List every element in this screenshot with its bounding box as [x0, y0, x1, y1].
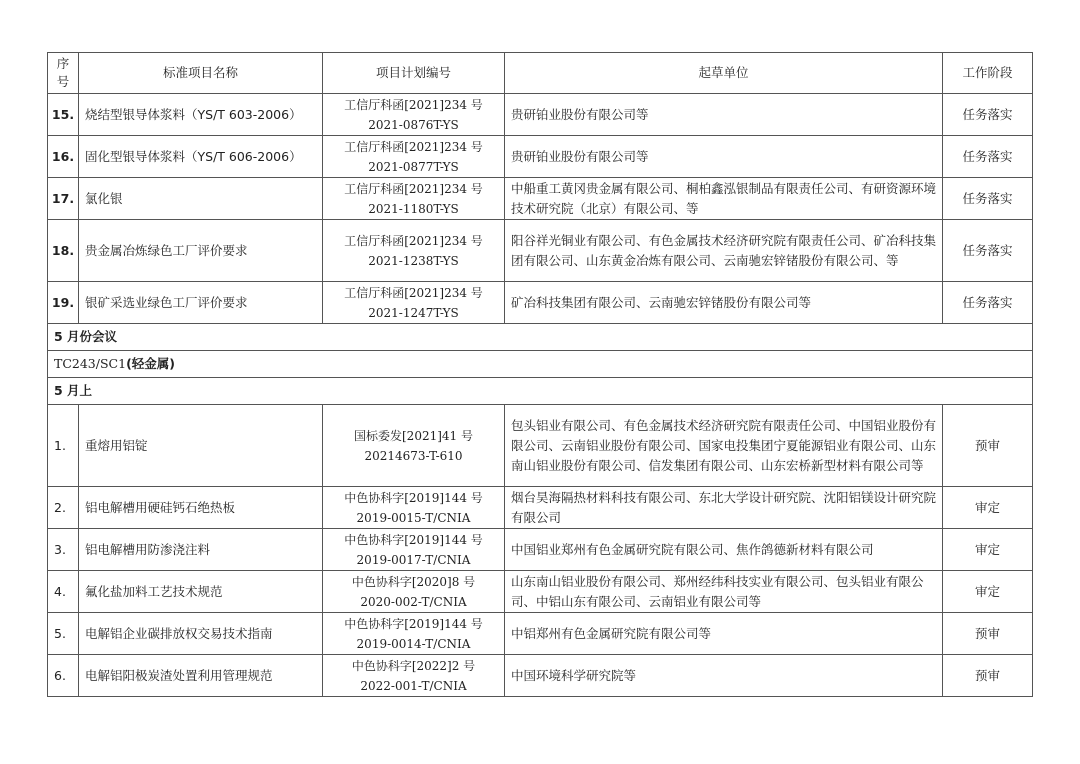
plan-doc: 中色协科字[2019]144 号	[344, 532, 483, 547]
row-name: 铝电解槽用防渗浇注料	[79, 529, 323, 571]
row-unit: 贵研铂业股份有限公司等	[505, 94, 943, 136]
row-name: 电解铝阳极炭渣处置利用管理规范	[79, 655, 323, 697]
row-stage: 预审	[943, 405, 1033, 487]
table-header-row	[48, 53, 1033, 94]
plan-number: 2019-0015-T/CNIA	[356, 510, 471, 525]
row-name: 重熔用铝锭	[79, 405, 323, 487]
table-row	[48, 405, 1033, 487]
row-unit: 阳谷祥光铜业有限公司、有色金属技术经济研究院有限责任公司、矿冶科技集团有限公司、山东黄金冶炼有限公司、云南驰宏锌锗股份有限公司、等	[505, 220, 943, 282]
row-unit: 山东南山铝业股份有限公司、郑州经纬科技实业有限公司、包头铝业有限公司、中铝山东有限公司、云南铝业有限公司等	[505, 571, 943, 613]
plan-doc: 工信厅科函[2021]234 号	[344, 233, 483, 248]
section-period: 5 月上	[48, 378, 1033, 405]
row-code	[323, 178, 505, 220]
row-name: 烧结型银导体浆料（YS/T 603-2006）	[79, 94, 323, 136]
row-code	[323, 571, 505, 613]
header-no: 序号	[48, 53, 79, 94]
standards-table	[47, 52, 1033, 697]
row-no: 2.	[48, 487, 79, 529]
row-name: 电解铝企业碳排放权交易技术指南	[79, 613, 323, 655]
table-row	[48, 220, 1033, 282]
section-meeting: 5 月份会议	[48, 324, 1033, 351]
plan-doc: 工信厅科函[2021]234 号	[344, 181, 483, 196]
table-row	[48, 94, 1033, 136]
plan-number: 2019-0014-T/CNIA	[356, 636, 471, 651]
row-no: 18.	[48, 220, 79, 282]
row-stage: 任务落实	[943, 220, 1033, 282]
table-row	[48, 487, 1033, 529]
table-row	[48, 282, 1033, 324]
plan-number: 2020-002-T/CNIA	[360, 594, 467, 609]
row-stage: 任务落实	[943, 282, 1033, 324]
row-no: 5.	[48, 613, 79, 655]
plan-number: 2022-001-T/CNIA	[360, 678, 467, 693]
plan-number: 2021-1180T-YS	[368, 201, 459, 216]
row-no: 4.	[48, 571, 79, 613]
section-committee	[48, 351, 1033, 378]
plan-doc: 国标委发[2021]41 号	[354, 428, 473, 443]
row-stage: 审定	[943, 529, 1033, 571]
row-stage: 任务落实	[943, 94, 1033, 136]
plan-number: 20214673-T-610	[364, 448, 463, 463]
section-period-row	[48, 378, 1033, 405]
row-code	[323, 282, 505, 324]
section-meeting-row	[48, 324, 1033, 351]
plan-number: 2019-0017-T/CNIA	[356, 552, 471, 567]
row-name: 氟化盐加料工艺技术规范	[79, 571, 323, 613]
row-unit: 包头铝业有限公司、有色金属技术经济研究院有限责任公司、中国铝业股份有限公司、云南铝业股份有限公司、国家电投集团宁夏能源铝业有限公司、山东南山铝业股份有限公司、信发集团有限公司、山东宏桥新型材料有限公司等	[505, 405, 943, 487]
row-unit: 中国环境科学研究院等	[505, 655, 943, 697]
row-no: 16.	[48, 136, 79, 178]
row-unit: 中铝郑州有色金属研究院有限公司等	[505, 613, 943, 655]
row-name: 固化型银导体浆料（YS/T 606-2006）	[79, 136, 323, 178]
row-stage: 审定	[943, 487, 1033, 529]
table-row	[48, 613, 1033, 655]
row-unit: 烟台昊海隔热材料科技有限公司、东北大学设计研究院、沈阳铝镁设计研究院有限公司	[505, 487, 943, 529]
plan-doc: 工信厅科函[2021]234 号	[344, 285, 483, 300]
header-name: 标准项目名称	[79, 53, 323, 94]
row-stage: 任务落实	[943, 178, 1033, 220]
row-unit: 中船重工黄冈贵金属有限公司、桐柏鑫泓银制品有限责任公司、有研资源环境技术研究院（北京）有限公司、等	[505, 178, 943, 220]
row-unit: 贵研铂业股份有限公司等	[505, 136, 943, 178]
table-row	[48, 529, 1033, 571]
row-name: 氯化银	[79, 178, 323, 220]
table-row	[48, 136, 1033, 178]
plan-doc: 中色协科字[2022]2 号	[351, 658, 476, 673]
row-code	[323, 220, 505, 282]
row-code	[323, 529, 505, 571]
row-stage: 审定	[943, 571, 1033, 613]
row-unit: 中国铝业郑州有色金属研究院有限公司、焦作鸽德新材料有限公司	[505, 529, 943, 571]
row-code	[323, 94, 505, 136]
row-stage: 预审	[943, 655, 1033, 697]
row-name: 贵金属冶炼绿色工厂评价要求	[79, 220, 323, 282]
plan-number: 2021-0876T-YS	[368, 117, 459, 132]
table-row	[48, 178, 1033, 220]
row-name: 银矿采选业绿色工厂评价要求	[79, 282, 323, 324]
committee-code: TC243/SC1	[54, 356, 127, 371]
row-no: 17.	[48, 178, 79, 220]
header-code: 项目计划编号	[323, 53, 505, 94]
row-no: 19.	[48, 282, 79, 324]
row-code	[323, 405, 505, 487]
row-code	[323, 487, 505, 529]
row-unit: 矿冶科技集团有限公司、云南驰宏锌锗股份有限公司等	[505, 282, 943, 324]
table-row	[48, 571, 1033, 613]
row-code	[323, 655, 505, 697]
plan-doc: 中色协科字[2019]144 号	[344, 616, 483, 631]
plan-doc: 工信厅科函[2021]234 号	[344, 139, 483, 154]
plan-doc: 工信厅科函[2021]234 号	[344, 97, 483, 112]
row-no: 6.	[48, 655, 79, 697]
row-no: 3.	[48, 529, 79, 571]
row-stage: 预审	[943, 613, 1033, 655]
row-stage: 任务落实	[943, 136, 1033, 178]
plan-number: 2021-0877T-YS	[368, 159, 459, 174]
row-code	[323, 136, 505, 178]
plan-doc: 中色协科字[2019]144 号	[344, 490, 483, 505]
header-unit: 起草单位	[505, 53, 943, 94]
row-no: 15.	[48, 94, 79, 136]
table-row	[48, 655, 1033, 697]
plan-doc: 中色协科字[2020]8 号	[351, 574, 476, 589]
row-code	[323, 613, 505, 655]
header-stage: 工作阶段	[943, 53, 1033, 94]
plan-number: 2021-1238T-YS	[368, 253, 459, 268]
committee-name: (轻金属)	[126, 356, 175, 371]
row-name: 铝电解槽用硬硅钙石绝热板	[79, 487, 323, 529]
section-committee-row	[48, 351, 1033, 378]
plan-number: 2021-1247T-YS	[368, 305, 459, 320]
row-no: 1.	[48, 405, 79, 487]
